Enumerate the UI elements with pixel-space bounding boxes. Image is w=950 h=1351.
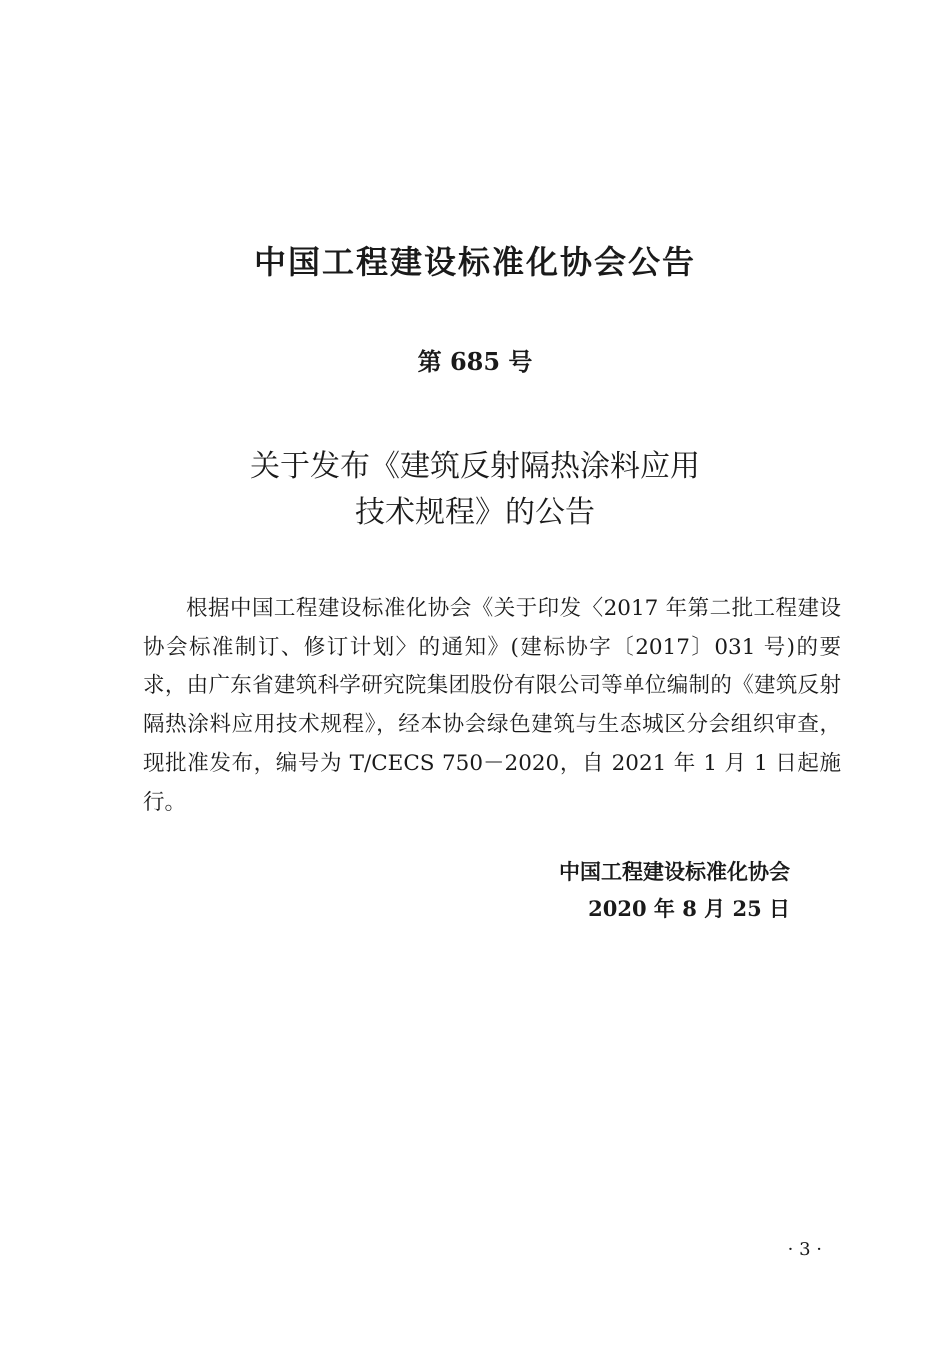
announcement-title: 中国工程建设标准化协会公告 <box>253 243 696 281</box>
signature-date: 2020 年 8 月 25 日 <box>588 896 790 921</box>
notice-body-paragraph: 根据中国工程建设标准化协会《关于印发〈2017 年第二批工程建设协会标准制订、修订计划〉的通知》(建标协字〔2017〕031 号)的要求，由广东省建筑科学研究院集团股份有限公司等单位编制的《建筑反射隔热涂料应用技术规程》，经本协会绿色建筑与生态城区分会组织审查，现批准发布，编号为 T/CECS 750－2020，自 2021 年 1 月 1 日起施行。 <box>143 596 841 815</box>
notice-title-line-1: 关于发布《建筑反射隔热涂料应用 <box>250 449 700 484</box>
notice-title-line-2: 技术规程》的公告 <box>355 495 595 530</box>
announcement-number: 第 685 号 <box>417 347 533 376</box>
page-number: · 3 · <box>787 1239 822 1260</box>
notice-title <box>0 444 950 536</box>
signature-organization: 中国工程建设标准化协会 <box>559 860 790 884</box>
